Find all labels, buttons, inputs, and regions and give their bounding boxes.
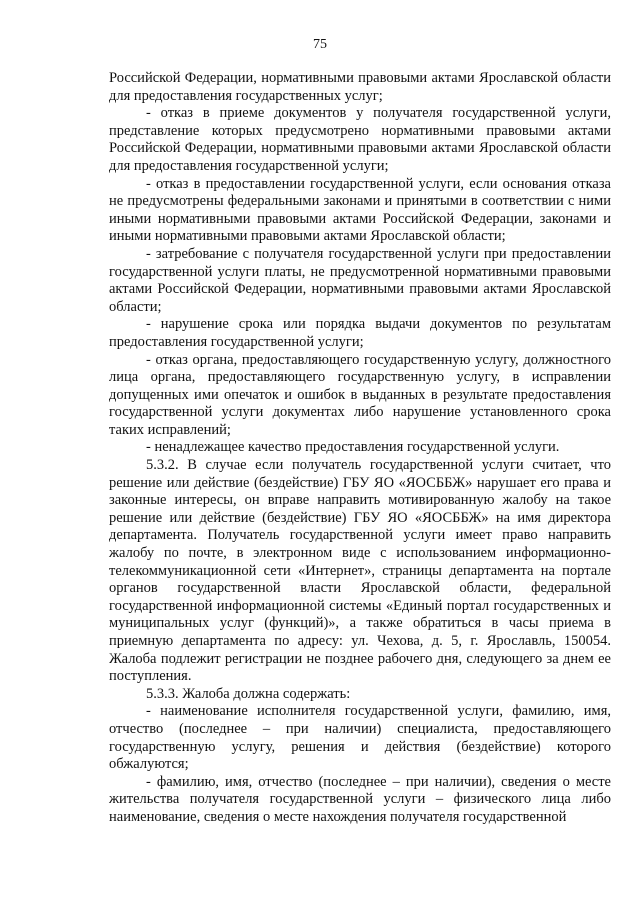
paragraph-deadline-violation: - нарушение срока или порядка выдачи документов по результатам предоставления государственной услуги; [109, 316, 611, 350]
paragraph-applicant-info: - фамилию, имя, отчество (последнее – при наличии), сведения о месте жительства получателя государственной услуги – физического лица либо наименование, сведения о месте нахождения получателя государственной [109, 773, 611, 825]
paragraph-5-3-2: 5.3.2. В случае если получатель государственной услуги считает, что решение или действие (бездействие) ГБУ ЯО «ЯОСББЖ» нарушает его права и законные интересы, он вправе направить мотивированную жалобу на такое решение или действие (бездействие) ГБУ ЯО «ЯОСББЖ» на имя директора департамента. Получатель государственной услуги имеет право направить жалобу по почте, в электронном виде с использованием информационно-телекоммуникационной сети «Интернет», страницы департамента на портале органов государственной власти Ярославской области, федеральной государственной информационной системы «Единый портал государственных и муниципальных услуг (функций)», а также обратиться в часы приема в приемную департамента по адресу: ул. Чехова, д. 5, г. Ярославль, 150054. Жалоба подлежит регистрации не позднее рабочего дня, следующего за днем ее поступления. [109, 457, 611, 685]
paragraph-refusal-corrections: - отказ органа, предоставляющего государственную услугу, должностного лица органа, предоставляющего государственную услугу, в исправлении допущенных ими опечаток и ошибок в выданных в результате предоставления государственной услуги документах либо нарушение установленного срока таких исправлений; [109, 351, 611, 438]
paragraph-poor-quality: - ненадлежащее качество предоставления государственной услуги. [146, 439, 560, 456]
page-number: 75 [313, 37, 327, 52]
paragraph-5-3-3: 5.3.3. Жалоба должна содержать: [146, 685, 351, 702]
paragraph-fee-demand: - затребование с получателя государственной услуги при предоставлении государственной услуги платы, не предусмотренной нормативными правовыми актами Российской Федерации, нормативными правовыми актами Ярославской области; [109, 245, 611, 315]
document-body [109, 70, 611, 827]
paragraph-refusal-documents: - отказ в приеме документов у получателя государственной услуги, представление которых предусмотрено нормативными правовыми актами Российской Федерации, нормативными правовыми актами Ярославской области для предоставления государственной услуги; [109, 105, 611, 174]
paragraph-executor-name: - наименование исполнителя государственной услуги, фамилию, имя, отчество (последнее – при наличии) специалиста, предоставляющего государственную услугу, решения и действия (бездействие) которого обжалуются; [109, 703, 611, 773]
paragraph-continuation: Российской Федерации, нормативными правовыми актами Ярославской области для предоставления государственных услуг; [109, 70, 611, 104]
paragraph-refusal-service: - отказ в предоставлении государственной услуги, если основания отказа не предусмотрены федеральными законами и принятыми в соответствии с ними иными нормативными правовыми актами Российской Федерации, законами и иными нормативными правовыми актами Ярославской области; [109, 175, 611, 245]
